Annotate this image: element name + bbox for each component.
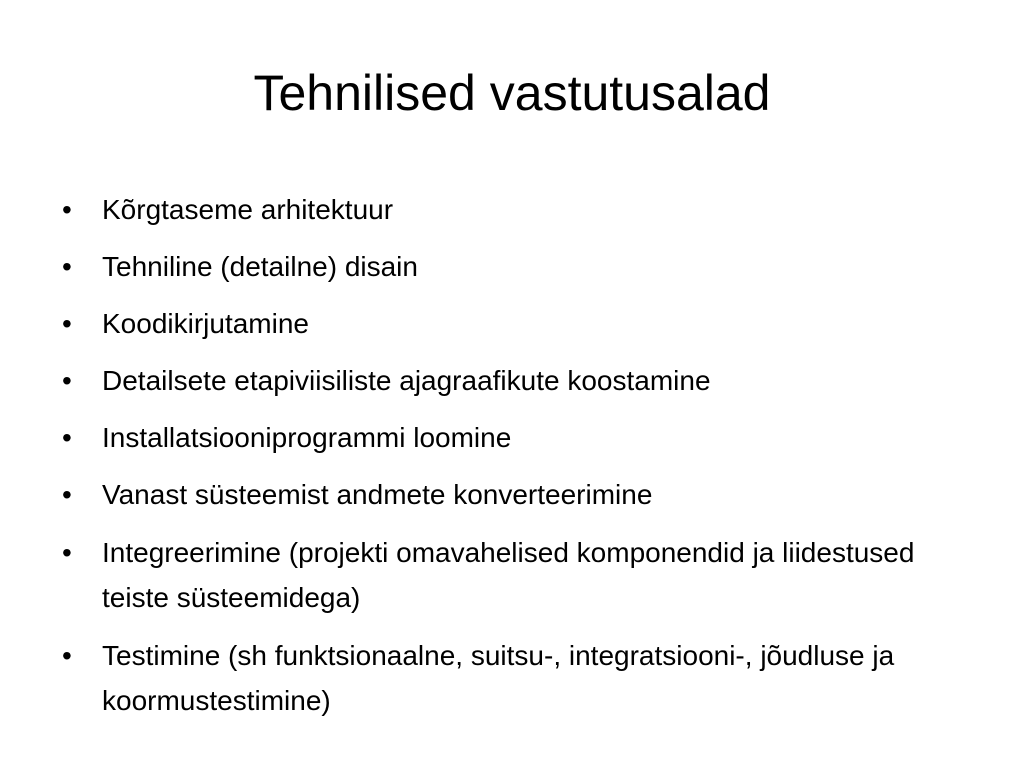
- bullet-icon: •: [62, 422, 72, 453]
- bullet-icon: •: [62, 537, 72, 568]
- bullet-icon: •: [62, 640, 72, 671]
- bullet-icon: •: [62, 365, 72, 396]
- list-item-text: Tehniline (detailne) disain: [102, 251, 418, 282]
- bullet-icon: •: [62, 308, 72, 339]
- bullet-icon: •: [62, 194, 72, 225]
- list-item-text: Installatsiooniprogrammi loomine: [102, 422, 512, 453]
- list-item: [58, 245, 978, 289]
- list-item-text: Integreerimine (projekti omavahelised komponendid ja liidestused teiste süsteemidega): [102, 537, 915, 613]
- list-item: [58, 473, 978, 517]
- list-item-text: Kõrgtaseme arhitektuur: [102, 194, 394, 225]
- list-item: [58, 530, 978, 620]
- list-item-text: Vanast süsteemist andmete konverteerimine: [102, 479, 653, 510]
- slide-title: Tehnilised vastutusalad: [253, 65, 771, 121]
- bullet-icon: •: [62, 479, 72, 510]
- list-item: [58, 633, 978, 723]
- list-item: [58, 416, 978, 460]
- list-item: [58, 302, 978, 346]
- list-item-text: Testimine (sh funktsionaalne, suitsu-, integratsiooni-, jõudluse ja koormustestimine): [102, 640, 895, 716]
- list-item-text: Koodikirjutamine: [102, 308, 309, 339]
- bullet-icon: •: [62, 251, 72, 282]
- bullet-list: [58, 188, 978, 736]
- list-item: [58, 359, 978, 403]
- list-item: [58, 188, 978, 232]
- list-item-text: Detailsete etapiviisiliste ajagraafikute koostamine: [102, 365, 711, 396]
